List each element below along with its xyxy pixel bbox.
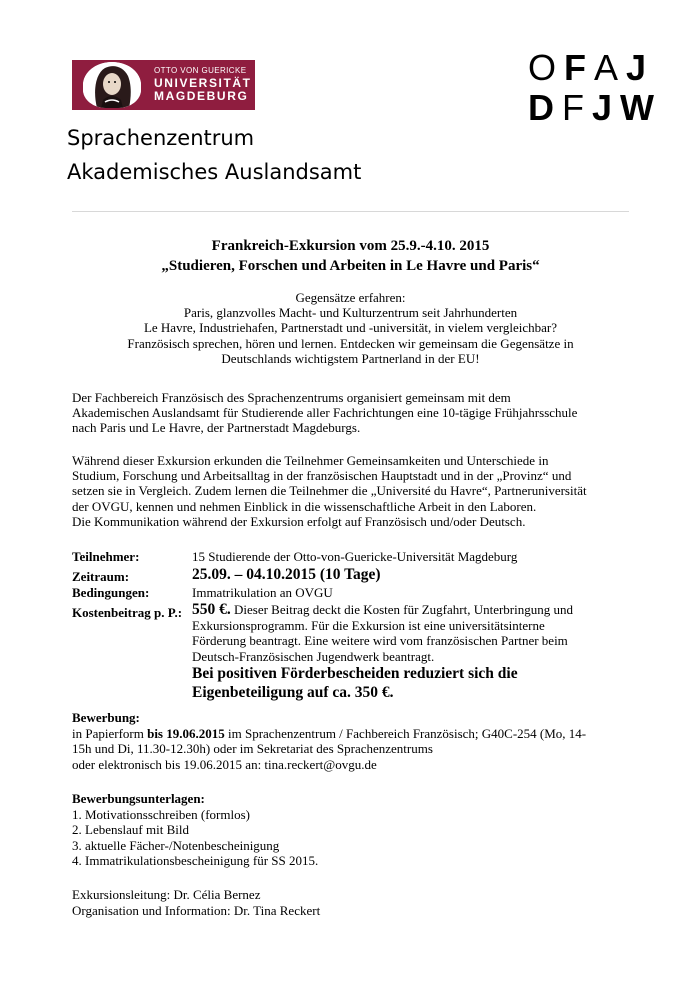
paragraph-intro: Der Fachbereich Französisch des Sprachenzentrums organisiert gemeinsam mit dem Akademischen Auslandsamt für Studierende aller Fachrichtungen eine 10-tägige Frühjahrsschule nach Paris und Le Havre, der Partnerstadt Magdeburgs. (72, 390, 578, 436)
kosten-value: 550 €. Dieser Beitrag deckt die Kosten für Zugfahrt, Unterbringung und Exkursionsprogramm. Für die Exkursion ist eine universitätsinterne Förderung beantragt. Eine weitere wird vom französischen Partner beim Deutsch-Französischen Jugendwerk beantragt. Bei positiven Förderbescheiden reduziert sich die Eigenbeteiligung auf ca. 350 €. (192, 602, 632, 702)
logo-line1: OTTO VON GUERICKE (154, 66, 247, 75)
list-item: 4. Immatrikulationsbescheinigung für SS 2015. (72, 853, 319, 868)
kosten-label: Kostenbeitrag p. P.: (72, 605, 183, 620)
exkursionsleitung: Exkursionsleitung: Dr. Célia Bernez (72, 887, 261, 902)
teilnehmer-value: 15 Studierende der Otto-von-Guericke-Universität Magdeburg (192, 549, 518, 564)
bewerbung-section: Bewerbung: in Papierform bis 19.06.2015 im Sprachenzentrum / Fachbereich Französisch; G40C-254 (Mo, 14- 15h und Di, 11.30-12.30h) oder im Sekretariat des Sprachenzentrums oder elektronisch bis 19.06.2015 an: tina.reckert@ovgu.de (72, 710, 632, 772)
kosten-amount: 550 €. (192, 601, 231, 618)
kosten-bold-note2: Eigenbeteiligung auf ca. 350 €. (192, 684, 394, 701)
lead-text: Gegensätze erfahren: Paris, glanzvolles Macht- und Kulturzentrum seit Jahrhunderten Le Havre, Industriehafen, Partnerstadt und -universität, in vielem vergleichbar? Französisch sprechen, hören und lernen. Entdecken wir gemeinsam die Gegensätze in Deutschlands wichtigstem Partnerland in der EU! (127, 290, 574, 366)
document-title: Frankreich-Exkursion vom 25.9.-4.10. 2015 „Studieren, Forschen und Arbeiten in Le Havre und Paris“ (161, 238, 540, 274)
ofaj-logo: OFAJ DFJW (528, 47, 663, 128)
unterlagen-section (72, 791, 632, 869)
footer-contacts (72, 887, 632, 918)
zeitraum-value: 25.09. – 04.10.2015 (10 Tage) (192, 566, 381, 583)
logo-line2: UNIVERSITÄT MAGDEBURG (154, 76, 252, 103)
teilnehmer-label: Teilnehmer: (72, 549, 140, 564)
university-logo (72, 60, 255, 110)
guericke-portrait-icon (83, 62, 141, 108)
zeitraum-label: Zeitraum: (72, 569, 130, 584)
paragraph-details: Während dieser Exkursion erkunden die Teilnehmer Gemeinsamkeiten und Unterschiede in Studium, Forschung und Arbeitsalltag in der französischen Hauptstadt und in der „Provinz“ und setzen sie in Vergleich. Zudem lernen die Teilnehmer die „Université du Havre“, Partneruniversität der OVGU, kennen und nehmen Einblick in die wissenschaftliche Arbeit in den Laboren. Die Kommunikation während der Exkursion erfolgt auf Französisch und/oder Deutsch. (72, 453, 587, 529)
unterlagen-heading: Bewerbungsunterlagen: (72, 791, 205, 806)
heading-sprachenzentrum: Sprachenzentrum (67, 126, 255, 150)
bedingungen-label: Bedingungen: (72, 585, 150, 600)
bedingungen-value: Immatrikulation an OVGU (192, 585, 333, 600)
list-item: 1. Motivationsschreiben (formlos) (72, 806, 250, 822)
list-item: 2. Lebenslauf mit Bild (72, 822, 189, 837)
organisation: Organisation und Information: Dr. Tina Reckert (72, 902, 321, 918)
heading-auslandsamt: Akademisches Auslandsamt (67, 160, 362, 184)
kosten-bold-note1: Bei positiven Förderbescheiden reduziert sich die (192, 665, 518, 682)
divider (72, 211, 629, 212)
bewerbung-heading: Bewerbung: (72, 710, 140, 725)
list-item: 3. aktuelle Fächer-/Notenbescheinigung (72, 837, 280, 853)
